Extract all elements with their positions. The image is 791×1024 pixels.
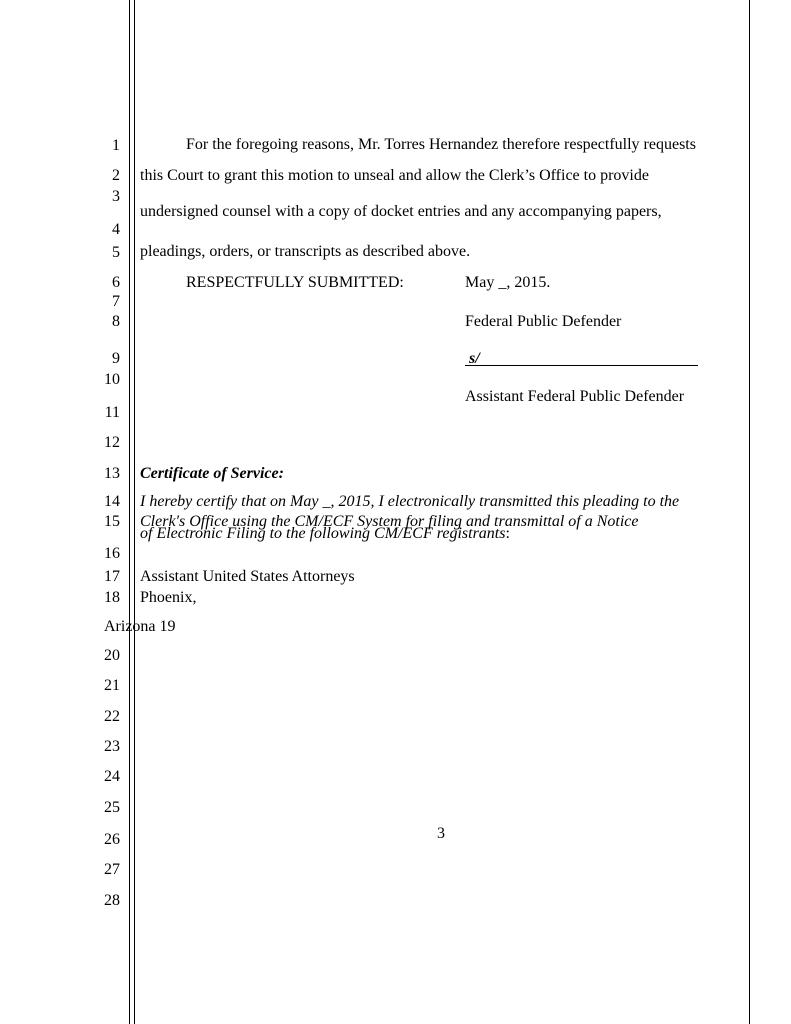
line-number: 2 — [112, 167, 120, 184]
line-number: 8 — [112, 313, 120, 330]
recipient-line: Phoenix, — [140, 589, 197, 606]
body-paragraph-line: pleadings, orders, or transcripts as described above. — [140, 243, 471, 260]
page-number: 3 — [437, 825, 445, 842]
line-number: 6 — [112, 274, 120, 291]
line-number: 17 — [104, 568, 120, 585]
line-number: 4 — [112, 221, 120, 238]
line-number: 12 — [104, 434, 120, 451]
line-number: 26 — [104, 831, 120, 848]
certificate-registrants-text: of Electronic Filing to the following CM/ECF registrants — [140, 525, 506, 542]
line-number: 18 — [104, 589, 120, 606]
body-paragraph-line: undersigned counsel with a copy of docket entries and any accompanying papers, — [140, 203, 662, 220]
line-number: 3 — [112, 188, 120, 205]
certificate-colon: : — [505, 525, 510, 542]
respectfully-submitted-label: RESPECTFULLY SUBMITTED: — [186, 274, 404, 291]
defender-office: Federal Public Defender — [465, 313, 622, 330]
line-number: 1 — [112, 137, 120, 154]
electronic-signature-mark: s/ — [469, 350, 480, 367]
line-number: 22 — [104, 708, 120, 725]
line-number: 28 — [104, 892, 120, 909]
line-number: 15 — [104, 513, 120, 530]
certificate-heading: Certificate of Service: — [140, 465, 284, 482]
line-number: 14 — [104, 493, 120, 510]
signer-title: Assistant Federal Public Defender — [465, 388, 685, 405]
line-number: 10 — [104, 371, 120, 388]
line-number: 5 — [112, 244, 120, 261]
line-number: 7 — [112, 293, 120, 310]
right-margin-rule — [749, 0, 750, 1024]
line-number: 25 — [104, 799, 120, 816]
signature-line — [465, 365, 698, 366]
line-number: 27 — [104, 861, 120, 878]
left-margin-rule-inner — [134, 0, 135, 1024]
certificate-text-line — [140, 525, 510, 543]
body-paragraph-line: For the foregoing reasons, Mr. Torres Hernandez therefore respectfully requests — [186, 136, 696, 153]
body-paragraph-line: this Court to grant this motion to unseal and allow the Clerk’s Office to provide — [140, 167, 649, 184]
line-number: 11 — [104, 404, 120, 421]
overflow-text: Arizona 19 — [104, 618, 176, 635]
line-number: 24 — [104, 768, 120, 785]
left-margin-rule-outer — [129, 0, 130, 1024]
line-number: 23 — [104, 738, 120, 755]
submission-date: May _, 2015. — [465, 274, 551, 291]
line-number: 16 — [104, 545, 120, 562]
line-number: 20 — [104, 647, 120, 664]
certificate-text-line: Clerk's Office using the CM/ECF System for filing and transmittal of a Notice — [140, 513, 639, 530]
line-number: 13 — [104, 465, 120, 482]
recipient-line: Assistant United States Attorneys — [140, 568, 355, 585]
certificate-text-line: I hereby certify that on May _, 2015, I electronically transmitted this pleading to the — [140, 493, 680, 510]
line-number: 9 — [112, 350, 120, 367]
line-number: 21 — [104, 677, 120, 694]
